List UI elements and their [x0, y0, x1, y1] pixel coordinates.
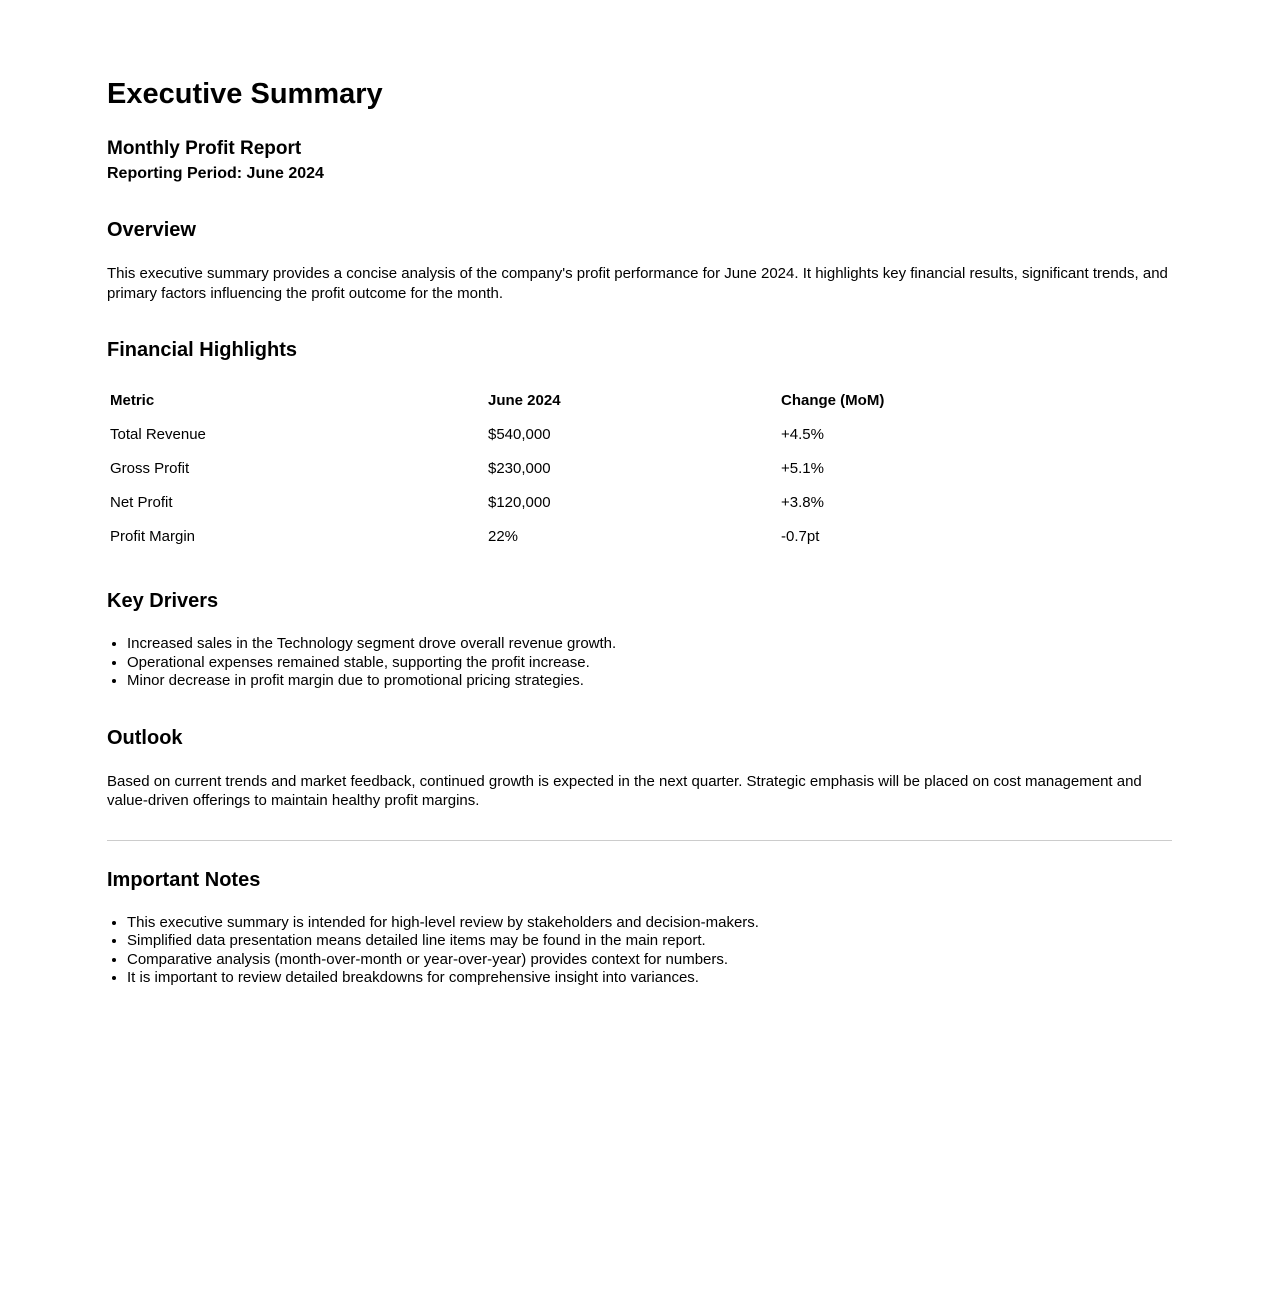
table-row — [107, 418, 1071, 452]
list-item: • Simplified data presentation means detailed line items may be found in the main report. — [127, 932, 1172, 951]
financial-highlights-table — [107, 384, 1071, 554]
section-heading-outlook: Outlook — [107, 726, 183, 749]
cell-metric: Profit Margin — [110, 528, 196, 545]
cell-metric: Total Revenue — [110, 426, 206, 443]
table-row — [107, 452, 1071, 486]
reporting-period: Reporting Period: June 2024 — [107, 165, 324, 182]
section-divider — [107, 840, 1172, 841]
column-header-june-2024: June 2024 — [488, 392, 561, 409]
cell-change: +5.1% — [781, 460, 824, 477]
important-notes-list — [107, 914, 1172, 988]
cell-metric: Net Profit — [110, 494, 173, 511]
cell-value: 22% — [488, 528, 519, 545]
list-item: • Comparative analysis (month-over-month or year-over-year) provides context for numbers. — [127, 951, 1172, 970]
cell-change: +3.8% — [781, 494, 824, 511]
outlook-paragraph: Based on current trends and market feedback, continued growth is expected in the next quarter. Strategic emphasis will be placed on cost management and value-driven offerings to maintain healthy profit margins. — [107, 772, 1142, 809]
cell-value: $540,000 — [488, 426, 551, 443]
section-heading-important-notes: Important Notes — [107, 868, 261, 891]
section-heading-overview: Overview — [107, 219, 196, 241]
key-drivers-list — [107, 635, 1172, 691]
list-item: • It is important to review detailed breakdowns for comprehensive insight into variances. — [127, 969, 1172, 988]
column-header-metric: Metric — [110, 392, 155, 409]
overview-paragraph: This executive summary provides a concise analysis of the company's profit performance for June 2024. It highlights key financial results, significant trends, and primary factors influencing the profit outcome for the month. — [107, 265, 1168, 302]
list-item: • Operational expenses remained stable, supporting the profit increase. — [127, 654, 1172, 673]
section-heading-key-drivers: Key Drivers — [107, 590, 219, 612]
cell-value: $120,000 — [488, 494, 551, 511]
table-row — [107, 520, 1071, 554]
cell-change: -0.7pt — [781, 528, 820, 545]
section-heading-financial-highlights: Financial Highlights — [107, 339, 298, 361]
table-row — [107, 486, 1071, 520]
cell-metric: Gross Profit — [110, 460, 190, 477]
column-header-change-mom: Change (MoM) — [781, 392, 885, 409]
list-item: • Minor decrease in profit margin due to promotional pricing strategies. — [127, 672, 1172, 691]
list-item: • This executive summary is intended for high-level review by stakeholders and decision-makers. — [127, 914, 1172, 933]
list-item: • Increased sales in the Technology segment drove overall revenue growth. — [127, 635, 1172, 654]
cell-value: $230,000 — [488, 460, 551, 477]
table-header-row — [107, 384, 1071, 418]
page-title: Executive Summary — [107, 78, 383, 110]
cell-change: +4.5% — [781, 426, 824, 443]
report-subtitle: Monthly Profit Report — [107, 138, 302, 159]
